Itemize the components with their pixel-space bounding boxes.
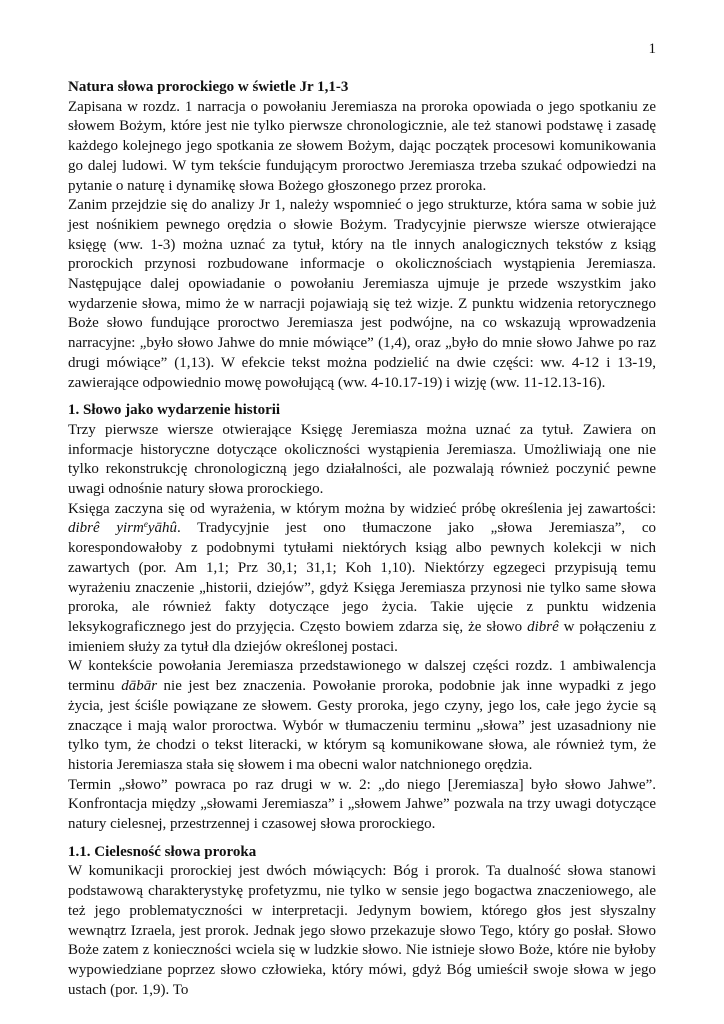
hebrew-term: dibrê	[527, 618, 559, 635]
section-1-1-heading: 1.1. Cielesność słowa proroka	[68, 843, 257, 860]
section-1-paragraph-1: Trzy pierwsze wiersze otwierające Księgę Jeremiasza można uznać za tytuł. Zawiera on informacje historyczne dotyczące okoliczności wystąpienia Jeremiasza. Umożliwiają one nie tylko rekonstrukcję chronologiczną jego działalności, ale pozwalają również poczynić pewne uwagi odnośnie natury słowa prorockiego.	[68, 421, 656, 498]
section-1-paragraph-3: W kontekście powołania Jeremiasza przedstawionego w dalszej części rozdz. 1 ambiwalencja terminu dābār nie jest bez znaczenia. Powołanie proroka, podobnie jak inne wypadki z jego życia, jest ściśle powiązane ze słowem. Gesty proroka, jego czyny, jego los, całe jego życie są znaczące i mają walor proroctwa. Wybór w tłumaczeniu terminu „słowa” jest uzasadniony nie tylko tym, że chodzi o tekst literacki, w którym są komunikowane słowa, ale również tym, że historia Jeremiasza stała się słowem i ma obecni walor natchnionego orędzia.	[68, 658, 656, 773]
page-number: 1	[648, 41, 656, 57]
document-body	[68, 78, 656, 1000]
section-1-heading: 1. Słowo jako wydarzenie historii	[68, 402, 281, 419]
hebrew-term: dibrê yirm$^e$yāhû	[68, 519, 177, 537]
intro-paragraph-1: Zapisana w rozdz. 1 narracja o powołaniu Jeremiasza na proroka opowiada o jego spotkaniu ze słowem Bożym, które jest nie tylko pierwsze chronologicznie, ale też stanowi podstawę i zasadę każdego kolejnego jego spotkania ze słowem Bożym, dając początek procesowi komunikowania go dalej ludowi. W tym tekście fundującym proroctwo Jeremiasza trzeba szukać odpowiedzi na pytanie o naturę i dynamikę słowa Bożego głoszonego przez proroka.	[68, 98, 656, 194]
section-1-1-paragraph-1: W komunikacji prorockiej jest dwóch mówiących: Bóg i prorok. Ta dualność słowa stanowi podstawową charakterystykę profetyzmu, nie tylko w sensie jego bogactwa znaczeniowego, ale też jego problematyczności w interpretacji. Jedynym bowiem, którego głos jest słyszalny wewnątrz Izraela, jest prorok. Jednak jego słowo przekazuje słowo Tego, który go posłał. Słowo Boże zatem z konieczności wciela się w ludzkie słowo. Nie istnieje słowo Boże, które nie byłoby wypowiedziane poprzez słowo człowieka, który mówi, gdyż Bóg umieścił swoje słowa w jego ustach (por. 1,9). To	[68, 863, 656, 998]
section-1-paragraph-2: Księga zaczyna się od wyrażenia, w którym można by widzieć próbę określenia jej zawartości: dibrê yirm$^e$yāhû. Tradycyjnie jest ono tłumaczone jako „słowa Jeremiasza”, co korespondowałoby z podobnymi tytułami niektórych ksiąg albo pewnych kolekcji w nich zawartych (por. Am 1,1; Prz 30,1; 31,1; Koh 1,10). Niektórzy egzegeci przypisują temu wyrażeniu znaczenie „historii, dziejów”, gdyż Księga Jeremiasza przynosi nie tylko same słowa proroka, ale również fakty dotyczące jego życia. Takie ujęcie z punktu widzenia leksykograficznego jest do przyjęcia. Często bowiem zdarza się, że słowo dibrê w połączeniu z imieniem służy za tytuł dla dziejów określonej postaci.	[68, 500, 656, 655]
section-1-paragraph-4: Termin „słowo” powraca po raz drugi w w. 2: „do niego [Jeremiasza] było słowo Jahwe”. Konfrontacja między „słowami Jeremiasza” i „słowem Jahwe” pozwala na trzy uwagi dotyczące natury cielesnej, przestrzennej i czasowej słowa prorockiego.	[68, 776, 656, 833]
document-title: Natura słowa prorockiego w świetle Jr 1,1-3	[68, 79, 349, 95]
intro-paragraph-2: Zanim przejdzie się do analizy Jr 1, należy wspomnieć o jego strukturze, która sama w sobie już jest nośnikiem pewnego orędzia o słowie Bożym. Tradycyjnie pierwsze wiersze otwierające księgę (ww. 1-3) można uznać za tytuł, który na tle innych analogicznych tekstów z ksiąg prorockich przynosi rozbudowane informacje o okolicznościach wystąpienia Jeremiasza. Następujące dalej opowiadanie o powołaniu Jeremiasza ujmuje je przede wszystkim jako wydarzenie słowa, mimo że w narracji pojawiają się też wizje. Z punktu widzenia retorycznego Boże słowo fundujące proroctwo Jeremiasza jest podwójne, na co wskazują wprowadzenia narracyjne: „było słowo Jahwe do mnie mówiące” (1,4), oraz „było do mnie słowo Jahwe po raz drugi mówiące” (1,13). W efekcie tekst można podzielić na dwie części: ww. 4-12 i 13-19, zawierające odpowiednio mowę powołującą (ww. 4-10.17-19) i wizję (ww. 11-12.13-16).	[68, 197, 656, 391]
hebrew-term: dābār	[121, 678, 158, 695]
